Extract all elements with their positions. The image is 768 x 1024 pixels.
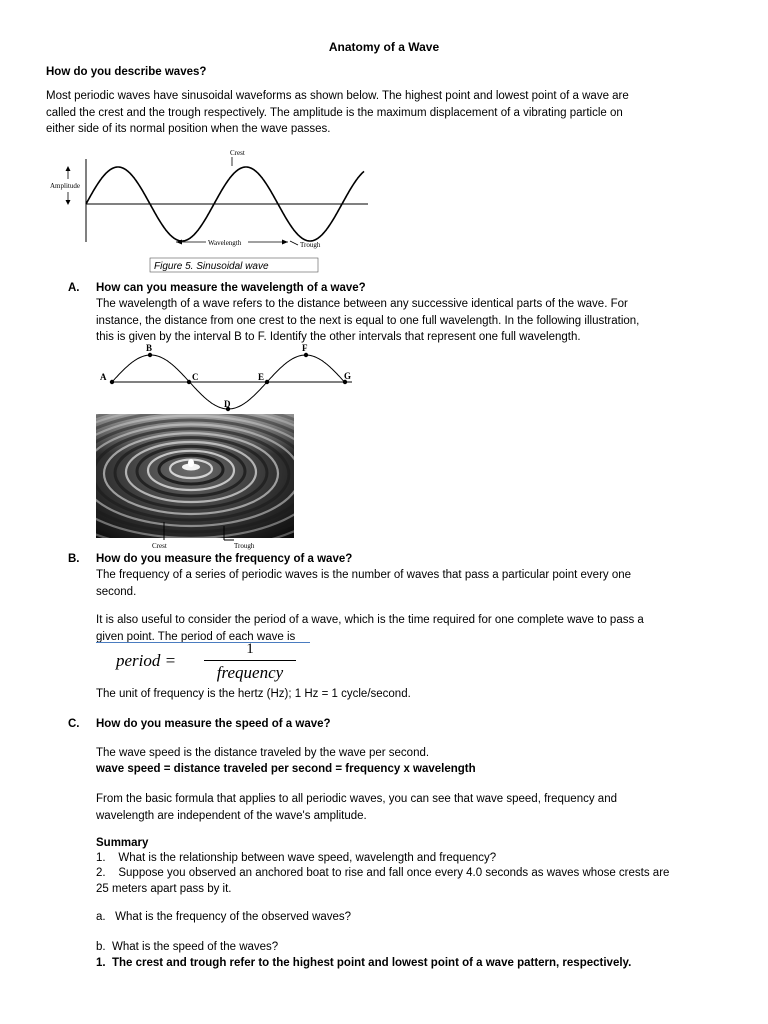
point-b-marker <box>148 353 152 357</box>
intro-line: either side of its normal position when the wave passes. <box>46 123 331 135</box>
point-a-label: A <box>100 372 107 382</box>
figure-caption: Figure 5. Sinusoidal wave <box>154 261 269 272</box>
section-c-line: wavelength are independent of the wave's amplitude. <box>96 809 367 822</box>
section-a-line: this is given by the interval B to F. Identify the other intervals that represent one full wavelength. <box>96 331 581 343</box>
summary-answer-1: 1. The crest and trough refer to the highest point and lowest point of a wave pattern, respectively. <box>96 957 632 969</box>
section-a-letter: A. <box>68 282 80 294</box>
ripple-label-strip <box>96 538 294 550</box>
point-g-label: G <box>344 371 352 381</box>
section-c-paragraph <box>96 791 678 824</box>
summary-item-2: 2. Suppose you observed an anchored boat to rise and fall once every 4.0 seconds as waves whose crests are <box>96 867 670 879</box>
summary-heading: Summary <box>96 837 149 849</box>
intro-question: How do you describe waves? <box>46 66 207 78</box>
section-b-line: The frequency of a series of periodic waves is the number of waves that pass a particular point every one <box>96 569 632 581</box>
wave-speed-formula: wave speed = distance traveled per second = frequency x wavelength <box>96 763 476 775</box>
point-f-marker <box>304 353 308 357</box>
frequency-unit-line: The unit of frequency is the hertz (Hz); 1 Hz = 1 cycle/second. <box>96 688 411 700</box>
labeled-wave-figure <box>96 340 358 414</box>
section-c-line: From the basic formula that applies to all periodic waves, you can see that wave speed, frequency and <box>96 793 617 805</box>
section-a-question: How can you measure the wavelength of a wave? <box>96 282 366 294</box>
summary-question-b: b. What is the speed of the waves? <box>96 941 279 953</box>
sinusoidal-wave-figure <box>46 146 376 274</box>
section-c-question: How do you measure the speed of a wave? <box>96 718 331 730</box>
point-c-marker <box>187 380 191 384</box>
amplitude-label: Amplitude <box>50 182 80 190</box>
section-b-question: How do you measure the frequency of a wave? <box>96 553 353 565</box>
section-a-line: instance, the distance from one crest to the next is equal to one full wavelength. In the following illustration, <box>96 314 640 327</box>
ripple-crest-label: Crest <box>152 542 167 550</box>
water-ripple-photo <box>96 414 294 550</box>
point-f-label: F <box>302 343 308 353</box>
ripple-trough-label: Trough <box>234 542 255 550</box>
section-c-letter: C. <box>68 718 80 730</box>
section-b-line: It is also useful to consider the period of a wave, which is the time required for one complete wave to pass a <box>96 614 644 626</box>
arrow-down-icon <box>66 200 71 205</box>
point-a-marker <box>110 380 114 384</box>
trough-pointer <box>290 241 298 245</box>
section-a-paragraph <box>96 296 702 346</box>
section-b-line: second. <box>96 585 137 598</box>
point-e-label: E <box>258 372 265 382</box>
page-title: Anatomy of a Wave <box>328 40 440 54</box>
wave-speed-definition: The wave speed is the distance traveled by the wave per second. <box>96 747 430 759</box>
formula-numerator: 1 <box>246 641 254 657</box>
point-c-label: C <box>192 372 199 382</box>
section-a-line: The wavelength of a wave refers to the distance between any successive identical parts of the wave. For <box>96 298 628 310</box>
summary-item-2-cont: 25 meters apart pass by it. <box>96 883 232 895</box>
point-d-label: D <box>224 399 231 409</box>
formula-denominator: frequency <box>216 663 284 682</box>
point-e-marker <box>265 380 269 384</box>
summary-question-a: a. What is the frequency of the observed waves? <box>96 911 352 923</box>
point-b-label: B <box>146 343 153 353</box>
intro-paragraph <box>46 88 714 138</box>
formula-fraction-bar <box>204 660 296 661</box>
summary-item-1: 1. What is the relationship between wave speed, wavelength and frequency? <box>96 852 497 864</box>
water-drop <box>188 459 194 467</box>
intro-line: Most periodic waves have sinusoidal waveforms as shown below. The highest point and lowest point of a wave are <box>46 90 629 102</box>
arrow-right-icon <box>282 240 288 245</box>
section-b-paragraph-1 <box>96 567 702 600</box>
section-b-paragraph-2 <box>96 612 702 645</box>
crest-label: Crest <box>230 149 245 157</box>
section-b-line: given point. The period of each wave is <box>96 630 296 643</box>
intro-line: called the crest and the trough respectively. The amplitude is the maximum displacement of a vibrating particle on <box>46 106 623 119</box>
formula-lhs: period = <box>116 651 177 670</box>
wavelength-label: Wavelength <box>208 239 242 247</box>
trough-label: Trough <box>300 241 321 249</box>
section-b-letter: B. <box>68 553 80 565</box>
arrow-up-icon <box>66 166 71 171</box>
